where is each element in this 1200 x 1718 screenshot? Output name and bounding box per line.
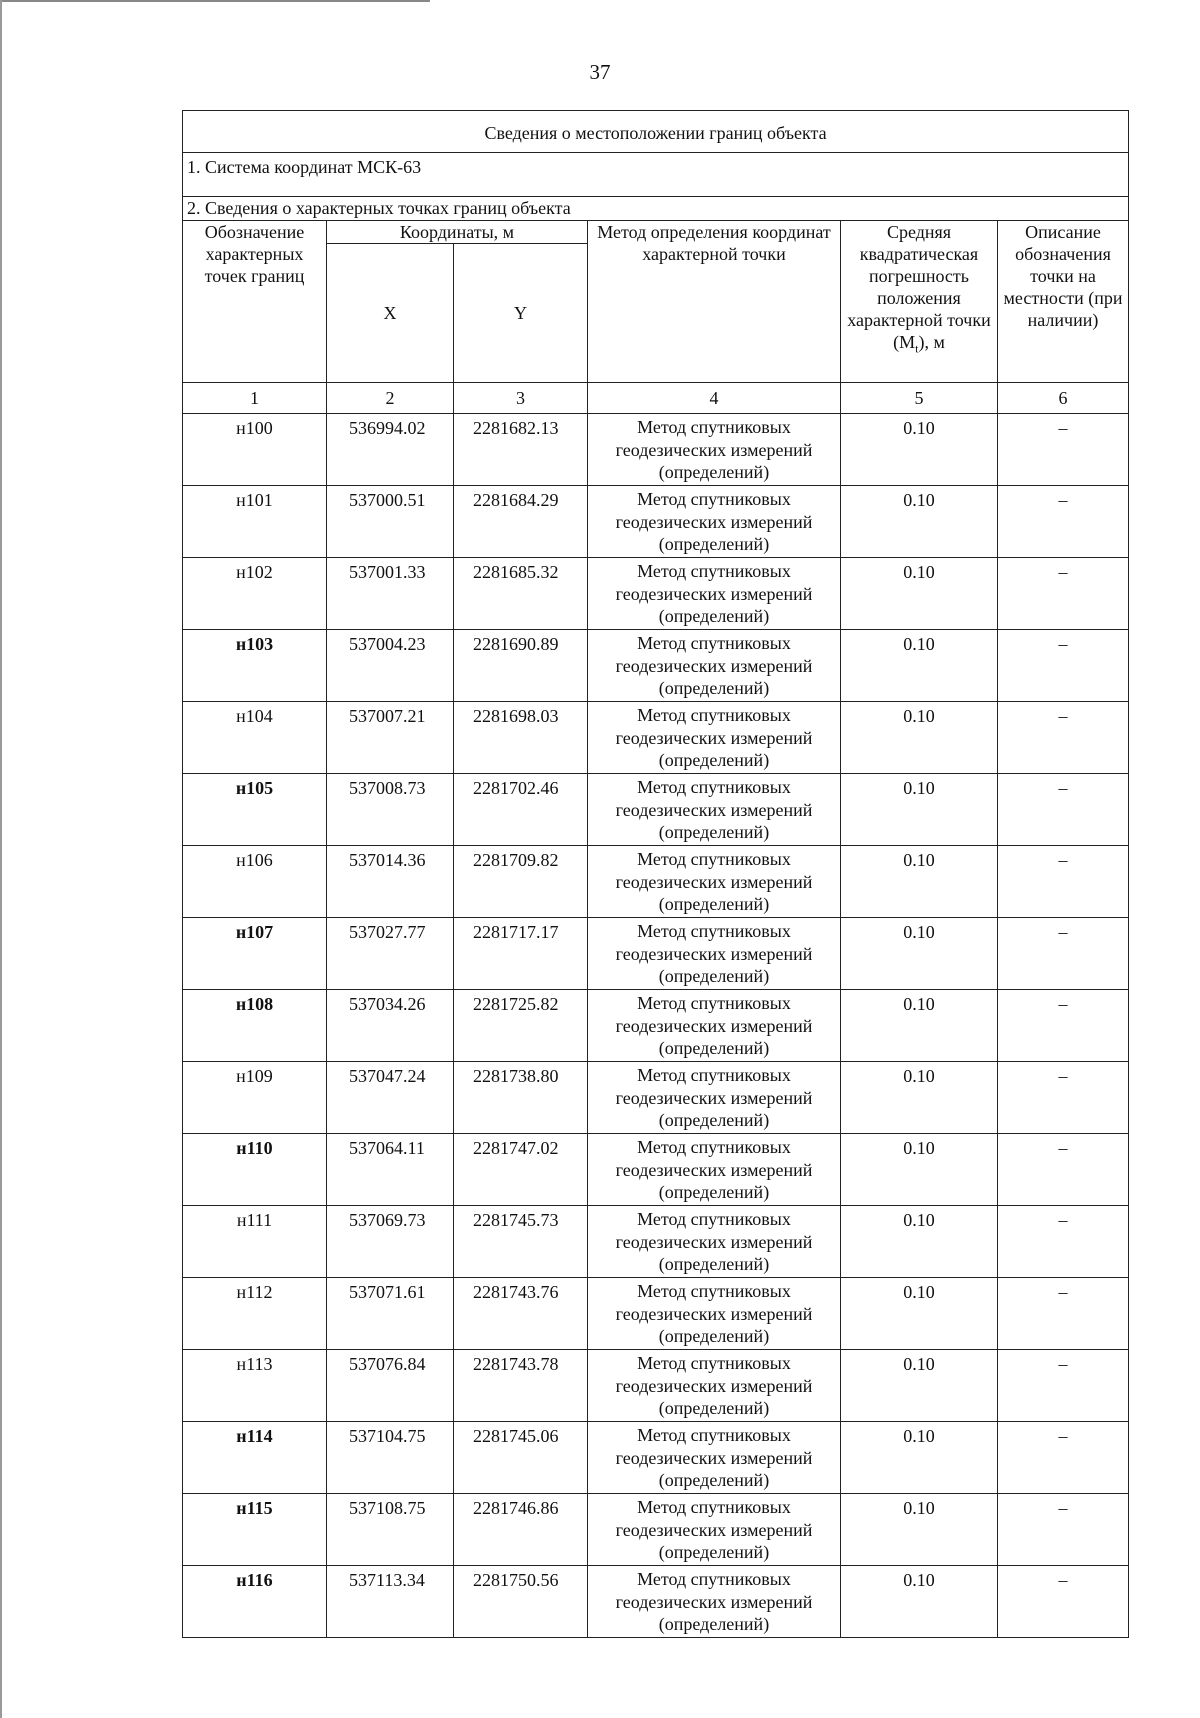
table-row	[183, 1350, 1129, 1422]
coordinate-system-cell	[183, 153, 1129, 197]
coordinate-x: 537007.21	[327, 702, 454, 774]
column-number: 2	[327, 383, 454, 414]
method: Метод спутниковых геодезических измерений (определений)	[588, 990, 841, 1062]
table-row	[183, 1278, 1129, 1350]
point-description: –	[998, 702, 1129, 774]
table-row	[183, 1062, 1129, 1134]
column-number: 5	[841, 383, 998, 414]
point-description: –	[998, 558, 1129, 630]
method: Метод спутниковых геодезических измерений (определений)	[588, 414, 841, 486]
column-number-row	[183, 383, 1129, 414]
point-id: н111	[183, 1206, 327, 1278]
mean-square-error: 0.10	[841, 1062, 998, 1134]
points-section-text: 2. Сведения о характерных точках границ объекта	[187, 198, 571, 218]
method: Метод спутниковых геодезических измерений (определений)	[588, 630, 841, 702]
table-row	[183, 774, 1129, 846]
method: Метод спутниковых геодезических измерений (определений)	[588, 1206, 841, 1278]
coordinate-y: 2281684.29	[454, 486, 588, 558]
table-row	[183, 1494, 1129, 1566]
method: Метод спутниковых геодезических измерений (определений)	[588, 1278, 841, 1350]
coordinate-y: 2281745.06	[454, 1422, 588, 1494]
point-id: н112	[183, 1278, 327, 1350]
table-title: Сведения о местоположении границ объекта	[484, 122, 827, 143]
coordinate-y: 2281685.32	[454, 558, 588, 630]
point-id: н104	[183, 702, 327, 774]
table-row	[183, 1134, 1129, 1206]
scan-left-edge	[0, 0, 2, 1718]
point-description: –	[998, 1422, 1129, 1494]
coordinate-y: 2281743.76	[454, 1278, 588, 1350]
table-row	[183, 846, 1129, 918]
method: Метод спутниковых геодезических измерений (определений)	[588, 1134, 841, 1206]
point-description: –	[998, 1350, 1129, 1422]
coordinate-x: 537104.75	[327, 1422, 454, 1494]
point-id: н107	[183, 918, 327, 990]
column-number: 1	[183, 383, 327, 414]
point-description: –	[998, 414, 1129, 486]
point-id: н101	[183, 486, 327, 558]
table-row	[183, 702, 1129, 774]
point-description: –	[998, 1062, 1129, 1134]
coordinate-y: 2281702.46	[454, 774, 588, 846]
coordinate-y: 2281750.56	[454, 1566, 588, 1638]
header-designation: Обозначение характерных точек границ	[183, 221, 327, 383]
method: Метод спутниковых геодезических измерений (определений)	[588, 486, 841, 558]
coordinate-x: 537047.24	[327, 1062, 454, 1134]
coordinate-y: 2281698.03	[454, 702, 588, 774]
mean-square-error: 0.10	[841, 990, 998, 1062]
mean-square-error: 0.10	[841, 1566, 998, 1638]
header-method: Метод определения координат характерной точки	[588, 221, 841, 383]
header-y: Y	[454, 244, 588, 383]
method: Метод спутниковых геодезических измерений (определений)	[588, 1494, 841, 1566]
coordinate-y: 2281690.89	[454, 630, 588, 702]
coordinate-x: 537004.23	[327, 630, 454, 702]
point-id: н113	[183, 1350, 327, 1422]
column-number: 4	[588, 383, 841, 414]
point-id: н108	[183, 990, 327, 1062]
coordinate-y: 2281743.78	[454, 1350, 588, 1422]
point-id: н109	[183, 1062, 327, 1134]
coordinate-y: 2281709.82	[454, 846, 588, 918]
mean-square-error: 0.10	[841, 702, 998, 774]
header-coordinates: Координаты, м	[327, 221, 588, 244]
point-description: –	[998, 1494, 1129, 1566]
header-description: Описание обозначения точки на местности (при наличии)	[998, 221, 1129, 383]
point-description: –	[998, 630, 1129, 702]
point-description: –	[998, 990, 1129, 1062]
point-id: н116	[183, 1566, 327, 1638]
table-row	[183, 486, 1129, 558]
point-id: н110	[183, 1134, 327, 1206]
mean-square-error: 0.10	[841, 1206, 998, 1278]
table-title-cell	[183, 111, 1129, 153]
coordinate-system-text: 1. Система координат МСК-63	[187, 157, 422, 177]
method: Метод спутниковых геодезических измерений (определений)	[588, 918, 841, 990]
coordinate-x: 537108.75	[327, 1494, 454, 1566]
scan-top-rule	[0, 0, 430, 2]
point-id: н115	[183, 1494, 327, 1566]
mean-square-error: 0.10	[841, 846, 998, 918]
method: Метод спутниковых геодезических измерений (определений)	[588, 846, 841, 918]
header-error: Средняя квадратическая погрешность положения характерной точки $(M_t)$, м	[841, 221, 998, 383]
coordinate-x: 536994.02	[327, 414, 454, 486]
coordinate-x: 537064.11	[327, 1134, 454, 1206]
method: Метод спутниковых геодезических измерений (определений)	[588, 702, 841, 774]
coordinate-x: 537113.34	[327, 1566, 454, 1638]
point-description: –	[998, 774, 1129, 846]
table-row	[183, 1422, 1129, 1494]
point-description: –	[998, 846, 1129, 918]
coordinate-y: 2281738.80	[454, 1062, 588, 1134]
coordinate-x: 537014.36	[327, 846, 454, 918]
table-row	[183, 1566, 1129, 1638]
mean-square-error: 0.10	[841, 1278, 998, 1350]
point-id: н114	[183, 1422, 327, 1494]
boundary-points-table	[182, 110, 1129, 1638]
mean-square-error: 0.10	[841, 1350, 998, 1422]
mean-square-error: 0.10	[841, 918, 998, 990]
mean-square-error: 0.10	[841, 630, 998, 702]
method: Метод спутниковых геодезических измерений (определений)	[588, 1062, 841, 1134]
column-number: 6	[998, 383, 1129, 414]
point-id: н102	[183, 558, 327, 630]
point-description: –	[998, 1134, 1129, 1206]
mean-square-error: 0.10	[841, 558, 998, 630]
coordinate-x: 537000.51	[327, 486, 454, 558]
coordinate-y: 2281717.17	[454, 918, 588, 990]
method: Метод спутниковых геодезических измерений (определений)	[588, 774, 841, 846]
point-id: н100	[183, 414, 327, 486]
point-description: –	[998, 1206, 1129, 1278]
coordinate-x: 537071.61	[327, 1278, 454, 1350]
point-description: –	[998, 486, 1129, 558]
column-number: 3	[454, 383, 588, 414]
method: Метод спутниковых геодезических измерений (определений)	[588, 1422, 841, 1494]
table-row	[183, 630, 1129, 702]
point-id: н103	[183, 630, 327, 702]
method: Метод спутниковых геодезических измерений (определений)	[588, 1350, 841, 1422]
point-description: –	[998, 1566, 1129, 1638]
points-section-cell	[183, 197, 1129, 221]
coordinate-x: 537008.73	[327, 774, 454, 846]
table-row	[183, 414, 1129, 486]
mean-square-error: 0.10	[841, 1422, 998, 1494]
method: Метод спутниковых геодезических измерений (определений)	[588, 558, 841, 630]
coordinate-x: 537001.33	[327, 558, 454, 630]
mean-square-error: 0.10	[841, 1134, 998, 1206]
coordinate-y: 2281746.86	[454, 1494, 588, 1566]
method: Метод спутниковых геодезических измерений (определений)	[588, 1566, 841, 1638]
mean-square-error: 0.10	[841, 774, 998, 846]
coordinate-y: 2281682.13	[454, 414, 588, 486]
point-id: н105	[183, 774, 327, 846]
point-description: –	[998, 918, 1129, 990]
coordinate-x: 537034.26	[327, 990, 454, 1062]
mean-square-error: 0.10	[841, 414, 998, 486]
coordinate-x: 537027.77	[327, 918, 454, 990]
table-row	[183, 558, 1129, 630]
coordinate-y: 2281745.73	[454, 1206, 588, 1278]
point-id: н106	[183, 846, 327, 918]
coordinate-y: 2281747.02	[454, 1134, 588, 1206]
mean-square-error: 0.10	[841, 486, 998, 558]
coordinate-x: 537076.84	[327, 1350, 454, 1422]
header-x: X	[327, 244, 454, 383]
coordinate-x: 537069.73	[327, 1206, 454, 1278]
table-row	[183, 990, 1129, 1062]
table-row	[183, 918, 1129, 990]
table-row	[183, 1206, 1129, 1278]
mean-square-error: 0.10	[841, 1494, 998, 1566]
point-description: –	[998, 1278, 1129, 1350]
page-number: 37	[589, 60, 611, 84]
coordinate-y: 2281725.82	[454, 990, 588, 1062]
